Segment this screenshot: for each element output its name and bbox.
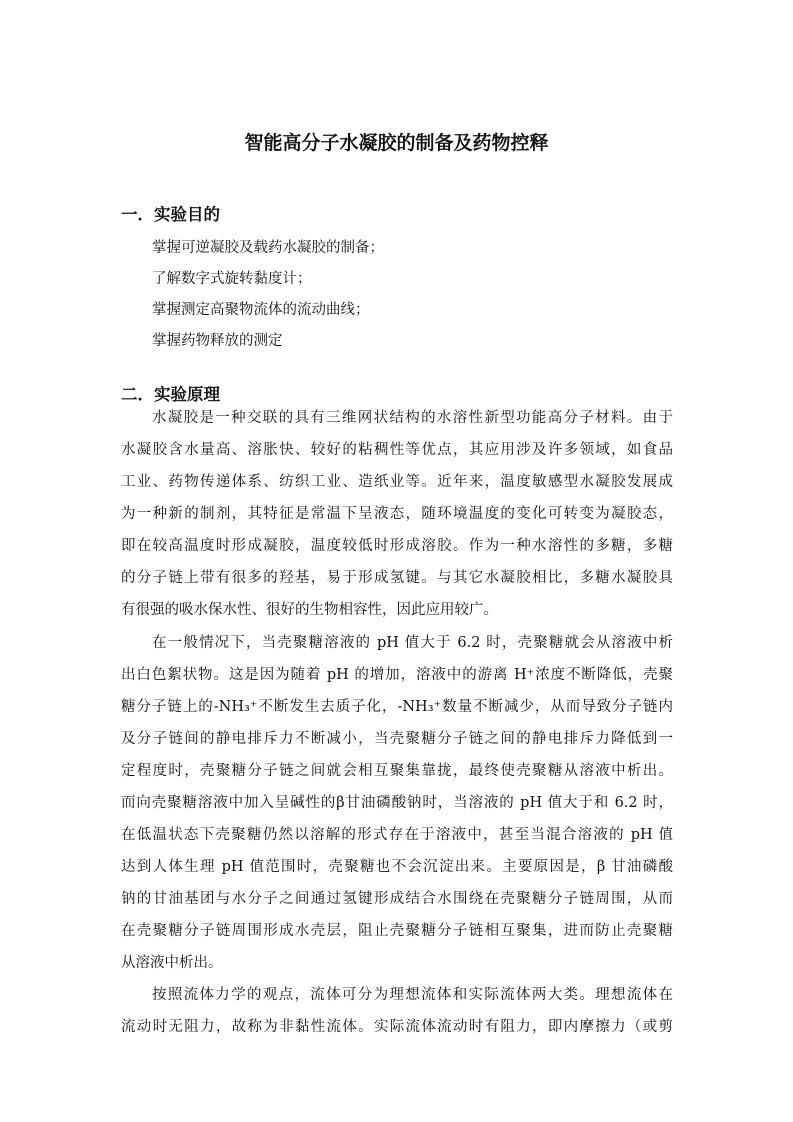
paragraph-line: 钠的甘油基团与水分子之间通过氢键形成结合水围绕在壳聚糖分子链周围，从而 — [121, 891, 673, 907]
paragraph-line: 为一种新的制剂，其特征是常温下呈液态，随环境温度的变化可转变为凝胶态， — [121, 506, 673, 522]
paragraph-line: 及分子链间的静电排斥力不断减小，当壳聚糖分子链之间的静电排斥力降低到一 — [121, 731, 673, 747]
paragraph-line: 达到人体生理 pH 值范围时，壳聚糖也不会沉淀出来。主要原因是，β 甘油磷酸 — [121, 859, 673, 875]
paragraph-line: 定程度时，壳聚糖分子链之间就会相互聚集靠拢，最终使壳聚糖从溶液中析出。 — [121, 763, 673, 779]
objective-item: 掌握可逆凝胶及载药水凝胶的制备； — [152, 240, 384, 256]
paragraph-line: 水凝胶是一种交联的具有三维网状结构的水溶性新型功能高分子材料。由于 — [152, 410, 673, 426]
paragraph-line: 而向壳聚糖溶液中加入呈碱性的β甘油磷酸钠时，当溶液的 pH 值大于和 6.2 时， — [121, 795, 673, 811]
section-heading-principle: 二．实验原理 — [121, 385, 220, 404]
paragraph-line: 从溶液中析出。 — [121, 955, 223, 971]
paragraph-line: 在低温状态下壳聚糖仍然以溶解的形式存在于溶液中，甚至当混合溶液的 pH 值 — [121, 827, 673, 843]
paragraph-line: 有很强的吸水保水性、很好的生物相容性，因此应用较广。 — [121, 602, 498, 618]
paragraph-line: 糖分子链上的-NH₃⁺不断发生去质子化，-NH₃⁺数量不断减少，从而导致分子链内 — [121, 699, 673, 715]
paragraph-line: 在一般情况下，当壳聚糖溶液的 pH 值大于 6.2 时，壳聚糖就会从溶液中析 — [152, 635, 673, 651]
paragraph-line: 出白色絮状物。这是因为随着 pH 的增加，溶液中的游离 H⁺浓度不断降低，壳聚 — [121, 667, 673, 683]
paragraph-line: 按照流体力学的观点，流体可分为理想流体和实际流体两大类。理想流体在 — [152, 987, 673, 1003]
objective-item: 掌握测定高聚物流体的流动曲线； — [152, 302, 370, 318]
paragraph-line: 工业、药物传递体系、纺织工业、造纸业等。近年来，温度敏感型水凝胶发展成 — [121, 474, 673, 490]
paragraph-line: 的分子链上带有很多的羟基，易于形成氢键。与其它水凝胶相比，多糖水凝胶具 — [121, 570, 673, 586]
paragraph-line: 即在较高温度时形成凝胶，温度较低时形成溶胶。作为一种水溶性的多糖，多糖 — [121, 538, 673, 554]
paragraph-line: 在壳聚糖分子链周围形成水壳层，阻止壳聚糖分子链相互聚集，进而防止壳聚糖 — [121, 923, 673, 939]
section-heading-objectives: 一．实验目的 — [121, 205, 220, 224]
paragraph-line: 水凝胶含水量高、溶胀快、较好的粘稠性等优点，其应用涉及许多领域，如食品 — [121, 442, 673, 458]
paragraph-line: 流动时无阻力，故称为非黏性流体。实际流体流动时有阻力，即内摩擦力（或剪 — [121, 1019, 673, 1035]
objective-item: 了解数字式旋转黏度计； — [152, 271, 312, 287]
objective-item: 掌握药物释放的测定 — [152, 333, 283, 349]
document-title: 智能高分子水凝胶的制备及药物控释 — [244, 132, 549, 154]
